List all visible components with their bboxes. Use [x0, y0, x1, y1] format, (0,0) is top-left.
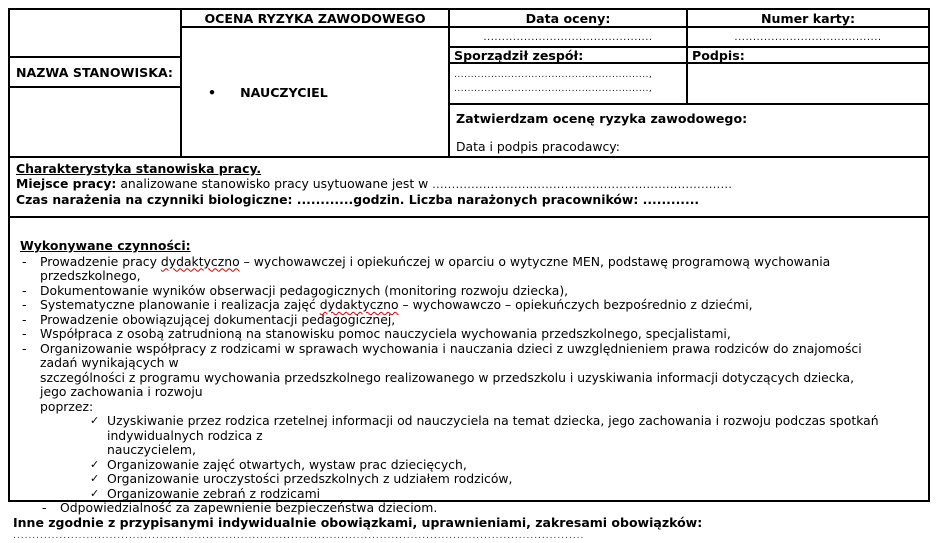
position-value: NAUCZYCIEL	[240, 84, 328, 100]
list-item-text: Organizowanie zebrań z rodzicami	[107, 485, 321, 501]
sub-list-item	[10, 487, 928, 502]
dash-bullet: -	[22, 326, 27, 341]
workplace-text: analizowane stanowisko pracy usytuowane jest w	[116, 176, 433, 191]
list-item	[10, 255, 928, 284]
sub-list-item	[10, 458, 928, 473]
workplace-label: Miejsce pracy:	[16, 176, 117, 191]
check-bullet-icon: ✓	[90, 414, 100, 427]
list-item-text: Prowadzenie obowiązującej dokumentacji pedagogicznej,	[40, 311, 396, 327]
list-item	[10, 313, 928, 328]
signature-fill-in[interactable]	[688, 64, 928, 105]
characteristics-heading: Charakterystyka stanowiska pracy.	[16, 161, 262, 176]
workstation-characteristics-section	[8, 158, 930, 218]
list-item-text: Systematyczne planowanie i realizacja zajęć dydaktyczno – wychowawczo – opiekuńczych bezpośrednio z dziećmi,	[40, 297, 753, 312]
misspelled-word: dydaktyczno	[160, 253, 240, 269]
list-item-text: Uzyskiwanie przez rodzica rzetelnej informacji od nauczyciela na temat dziecka, jego zachowania i rozwoju podczas spotkań indywidualnych rodzica z nauczycielem,	[107, 413, 879, 457]
approval-cell	[450, 105, 928, 156]
list-item	[10, 327, 928, 342]
dash-bullet: -	[22, 253, 27, 269]
exposure-time-line: Czas narażenia na czynniki biologiczne: ............godzin. Liczba narażonych pracowników: ............	[16, 192, 700, 207]
bullet-glyph: •	[208, 84, 217, 100]
cell-position-value	[182, 28, 450, 156]
check-bullet-icon: ✓	[90, 486, 100, 500]
dash-bullet: -	[42, 500, 47, 515]
activity-list	[10, 255, 928, 516]
assessment-date-fill-in[interactable]	[450, 28, 688, 48]
workplace-line	[16, 176, 922, 192]
sub-list-item	[10, 414, 928, 458]
performed-activities-section	[8, 218, 930, 541]
check-bullet-icon: ✓	[90, 457, 100, 471]
employer-date-signature-label: Data i podpis pracodawcy:	[456, 139, 620, 154]
dash-bullet: -	[22, 282, 27, 298]
header-table	[8, 8, 930, 158]
activities-heading: Wykonywane czynności:	[20, 238, 191, 253]
sub-list-item	[10, 472, 928, 487]
dash-bullet: -	[22, 311, 27, 327]
other-duties-fill-in[interactable]: ....................................................................................................................................................	[13, 531, 585, 541]
dotted-line: ........................................	[734, 31, 882, 43]
dash-bullet: -	[22, 297, 27, 312]
cell-position-name-label	[10, 10, 182, 156]
list-item-text: Odpowiedzialność za zapewnienie bezpieczeństwa dzieciom.	[60, 500, 438, 515]
document-title: OCENA RYZYKA ZAWODOWEGO	[182, 10, 450, 28]
workplace-fill-in[interactable]: .............................................................................	[432, 178, 733, 191]
dotted-line: ..............................................	[483, 31, 653, 43]
approval-statement: Zatwierdzam ocenę ryzyka zawodowego:	[456, 111, 748, 126]
other-duties-heading: Inne zgodnie z przypisanymi indywidualnie obowiązkami, uprawnieniami, zakresami obowiązków:	[13, 514, 703, 530]
list-item-text: Prowadzenie pracy dydaktyczno – wychowawczej i opiekuńczej w oparciu o wytyczne MEN, podstawę programową wychowania przedszkolnego,	[40, 253, 831, 283]
prepared-by-team-label: Sporządził zespół:	[450, 48, 688, 64]
check-bullet-icon: ✓	[90, 472, 100, 485]
misspelled-word: dydaktyczno	[319, 297, 399, 312]
list-item	[10, 284, 928, 299]
list-item-text: Organizowanie uroczystości przedszkolnych z udziałem rodziców,	[107, 471, 513, 486]
signature-label: Podpis:	[688, 48, 928, 64]
card-number-fill-in[interactable]	[688, 28, 928, 48]
list-item-text: Współpraca z osobą zatrudnioną na stanowisku pomoc nauczyciela wychowania przedszkolnego, specjalistami,	[40, 326, 731, 341]
list-item-text: Organizowanie zajęć otwartych, wystaw prac dziecięcych,	[107, 456, 467, 472]
list-item	[10, 298, 928, 313]
list-item	[10, 342, 928, 415]
dotted-line: ..........................................................,	[454, 84, 653, 94]
list-item-text: Organizowanie współpracy z rodzicami w sprawach wychowania i nauczania dzieci z uwzględnieniem prawa rodziców do znajomości zadań wynikających w szczególności z programu wychowania przedszkolnego realizowanego w przedszkolu i uzyskiwania informacji dotyczących dziecka, jego zachowania i rozwoju poprzez:	[40, 340, 862, 414]
dash-bullet: -	[22, 340, 27, 356]
dotted-line: ..........................................................,	[454, 70, 653, 80]
assessment-date-label: Data oceny:	[450, 10, 688, 28]
prepared-by-fill-in[interactable]	[450, 64, 688, 105]
position-name-label: NAZWA STANOWISKA:	[10, 56, 180, 88]
list-item	[10, 501, 928, 516]
spacer	[10, 10, 180, 56]
card-number-label: Numer karty:	[688, 10, 928, 28]
list-item-text: Dokumentowanie wyników obserwacji pedagogicznych (monitoring rozwoju dziecka),	[40, 282, 569, 298]
